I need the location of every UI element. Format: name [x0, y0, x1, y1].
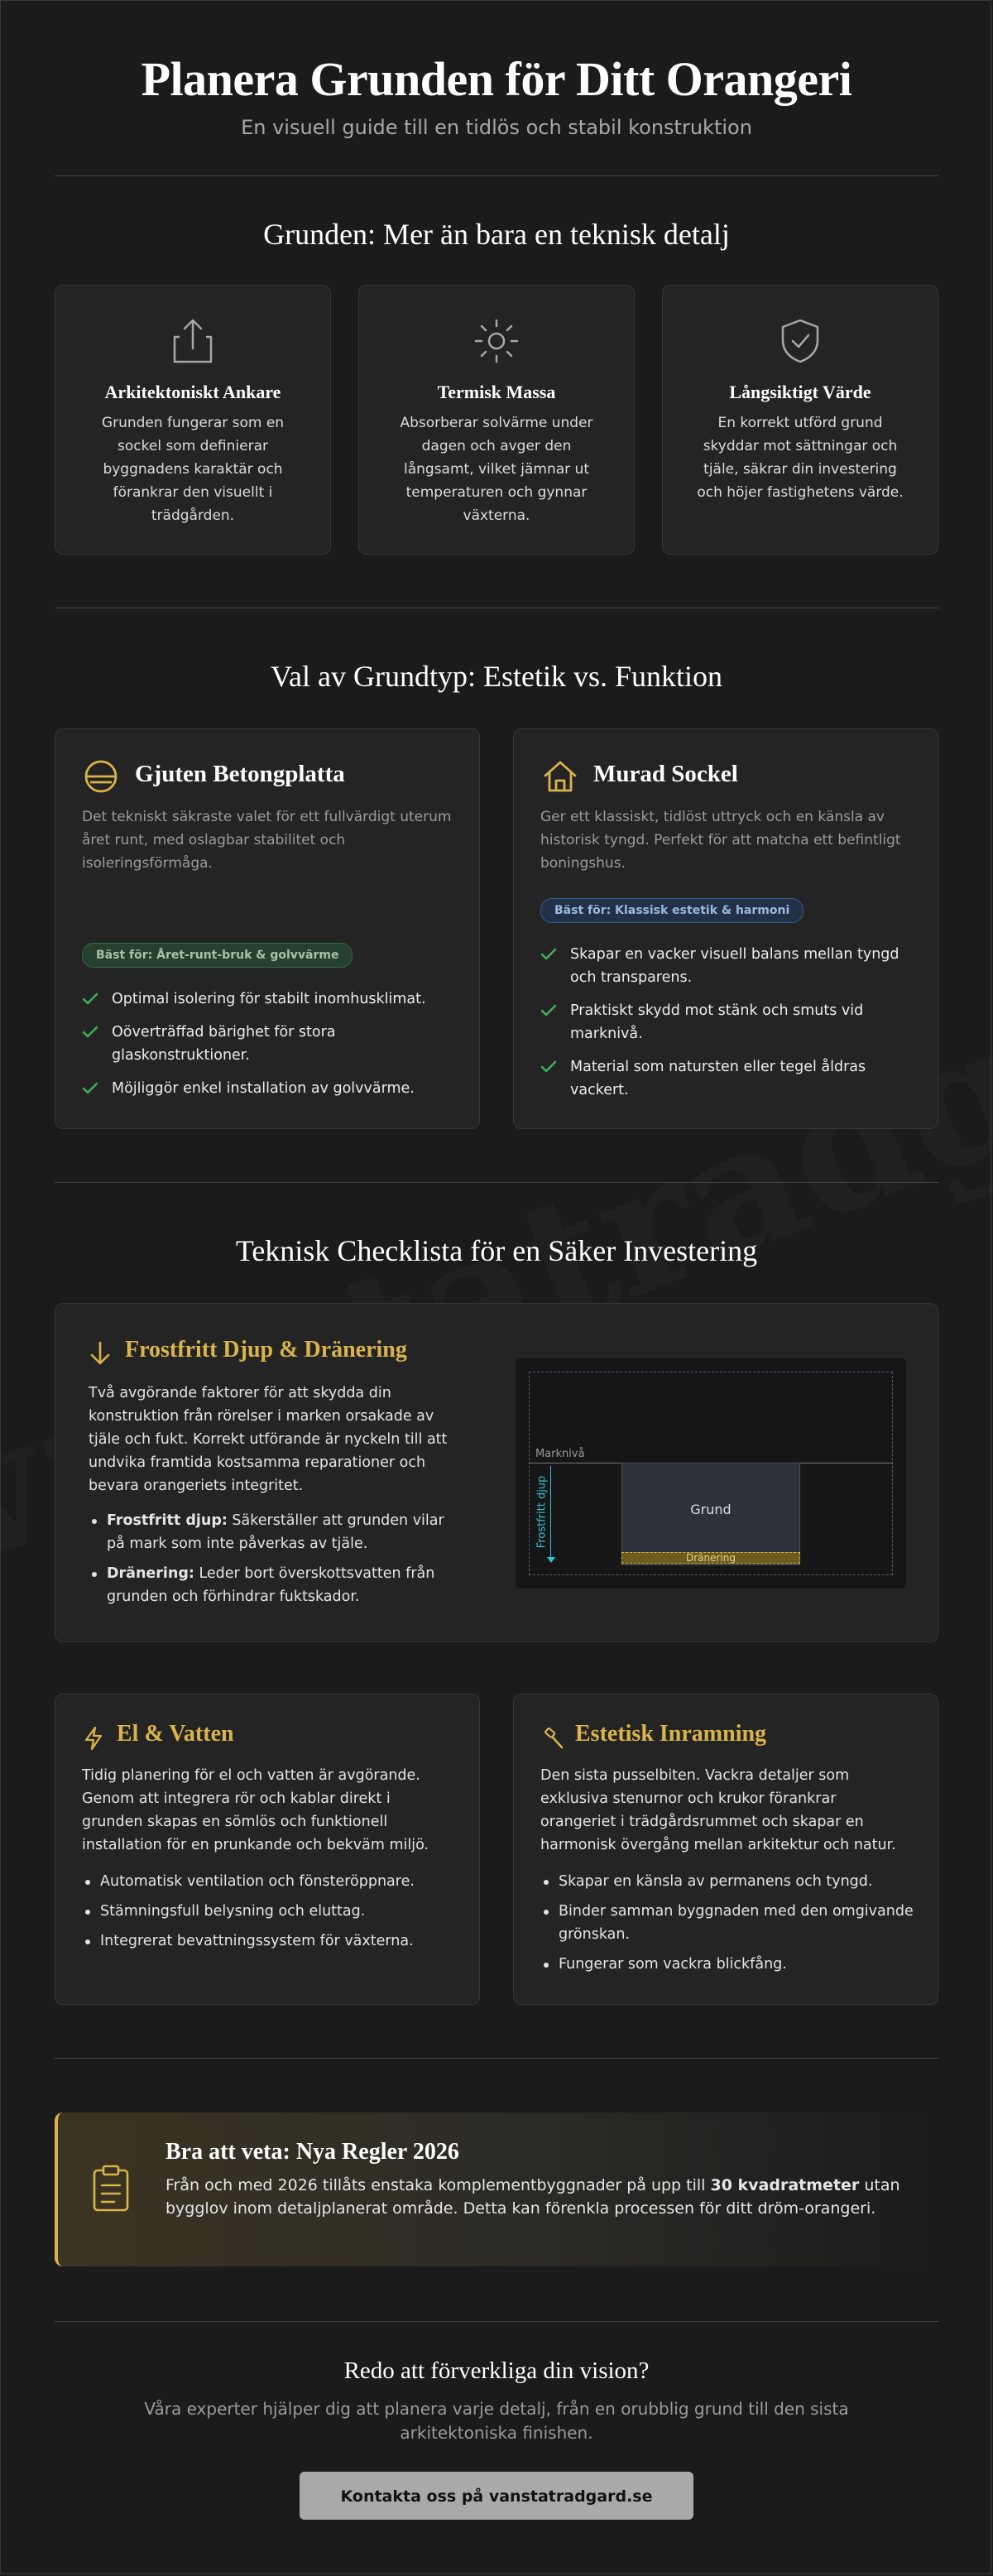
check-icon: [540, 1060, 557, 1074]
share-upload-icon: [171, 317, 214, 365]
foundation-diagram: [516, 1358, 906, 1588]
frost-text: Två avgörande faktorer för att skydda din konstruktion från rörelser i marken orsakade av tjäle och fukt. Korrekt utförande är nyckeln till att undvika framtida kostsamma reparationer och bevara orangeriets integritet.: [89, 1385, 448, 1494]
lightning-icon: [84, 1726, 103, 1751]
status-badge: Bäst för: Året-runt-bruk & golvvärme: [82, 943, 353, 968]
contact-button[interactable]: Kontakta oss på vanstatradgard.se: [300, 2472, 693, 2520]
el-bullets: [82, 1870, 463, 1959]
foundation-block: [621, 1463, 800, 1565]
feature-card: [358, 285, 635, 555]
depth-label: Frostfritt djup: [535, 1475, 549, 1549]
feature-text: En korrekt utförd grund skyddar mot sättningar och tjäle, säkrar din investering och höjer fastighetens värde.: [697, 415, 904, 501]
check-icon: [82, 1026, 98, 1039]
depth-line: [550, 1466, 551, 1560]
feature-title: Termisk Massa: [437, 382, 556, 402]
clipboard-icon: [89, 2164, 132, 2213]
shield-check-icon: [778, 317, 823, 365]
cta-title: Redo att förverkliga din vision?: [343, 2357, 650, 2384]
house-icon: [542, 759, 578, 794]
notice-title: Bra att veta: Nya Regler 2026: [166, 2139, 459, 2165]
drainage-bar: [621, 1552, 800, 1564]
type-title: Murad Sockel: [593, 761, 738, 787]
notice-box: [55, 2112, 938, 2266]
page-subtitle: En visuell guide till en tidlös och stabil konstruktion: [241, 116, 752, 139]
list-item: Automatisk ventilation och fönsteröppnare.: [82, 1870, 463, 1893]
list-item: Frostfritt djup: Säkerställer att grunden vilar på mark som inte påverkas av tjäle.: [89, 1509, 465, 1555]
list-item: Stämningsfull belysning och eluttag.: [82, 1900, 463, 1923]
frame-bullets: [540, 1870, 921, 1982]
depth-arrow-head: [547, 1557, 555, 1563]
ground-label: Marknivå: [535, 1448, 585, 1460]
slab-circle-icon: [84, 759, 118, 794]
list-item: Skapar en vacker visuell balans mellan tyngd och transparens.: [540, 943, 913, 989]
drainage-label: Dränering: [685, 1552, 736, 1564]
list-item: Skapar en känsla av permanens och tyngd.: [540, 1870, 921, 1893]
section-title-types: Val av Grundtyp: Estetik vs. Funktion: [271, 660, 722, 693]
feature-card: [662, 285, 938, 555]
arrow-down-icon: [89, 1340, 112, 1367]
status-badge: Bäst för: Klassisk estetik & harmoni: [540, 898, 804, 923]
feature-card: [55, 285, 331, 555]
page-title: Planera Grunden för Ditt Orangeri: [141, 52, 852, 106]
type-title: Gjuten Betongplatta: [135, 761, 345, 787]
frost-card: [55, 1303, 938, 1642]
section-title-checklist: Teknisk Checklista för en Säker Investering: [235, 1234, 758, 1267]
feature-title: Arkitektoniskt Ankare: [104, 382, 281, 402]
el-text: Tidig planering för el och vatten är avgörande. Genom att integrera rör och kablar direkt i grunden skapas en sömlös och funktionell installation för en prunkande och bekväm miljö.: [82, 1767, 429, 1853]
el-title: El & Vatten: [117, 1721, 234, 1747]
feature-title: Långsiktigt Värde: [729, 382, 871, 402]
foundation-label: Grund: [690, 1502, 732, 1517]
list-item: Binder samman byggnaden med den omgivande grönskan.: [540, 1900, 921, 1946]
feature-text: Absorberar solvärme under dagen och avger den långsamt, vilket jämnar ut temperaturen och gynnar växterna.: [400, 415, 593, 524]
frame-card: [513, 1694, 938, 2005]
divider: [55, 2058, 938, 2059]
type-card-masonry: [513, 728, 938, 1129]
check-icon: [540, 948, 557, 961]
list-item: Möjliggör enkel installation av golvvärme.: [82, 1077, 454, 1100]
divider: [55, 2321, 938, 2322]
list-item: Fungerar som vackra blickfång.: [540, 1953, 921, 1976]
type-points: [82, 988, 454, 1110]
type-points: [540, 943, 913, 1112]
divider: [55, 1182, 938, 1183]
list-item: Integrerat bevattningssystem för växterna.: [82, 1930, 463, 1953]
check-icon: [82, 992, 98, 1006]
el-card: [55, 1694, 480, 2005]
divider: [55, 175, 938, 176]
frame-title: Estetisk Inramning: [575, 1721, 767, 1747]
list-item: Optimal isolering för stabilt inomhusklimat.: [82, 988, 454, 1011]
list-item: Praktiskt skydd mot stänk och smuts vid marknivå.: [540, 999, 913, 1045]
frame-text: Den sista pusselbiten. Vackra detaljer som exklusiva stenurnor och krukor förankrar orangeriet i trädgårdsrummet och skapar en harmonisk övergång mellan arkitektur och natur.: [540, 1767, 896, 1853]
frost-title: Frostfritt Djup & Dränering: [125, 1337, 407, 1362]
type-description: Ger ett klassiskt, tidlöst uttryck och en känsla av historisk tyngd. Perfekt för att matcha ett befintligt boningshus.: [540, 809, 901, 872]
list-item: Oöverträffad bärighet för stora glaskonstruktioner.: [82, 1021, 454, 1067]
frost-bullets: [89, 1509, 465, 1615]
section-title-foundation: Grunden: Mer än bara en teknisk detalj: [263, 218, 730, 251]
check-icon: [540, 1004, 557, 1017]
check-icon: [82, 1082, 98, 1095]
brush-icon: [542, 1728, 565, 1751]
cta-text: Våra experter hjälper dig att planera varje detalj, från en orubblig grund till den sista arkitektoniska finishen.: [144, 2399, 849, 2443]
sun-icon: [473, 317, 520, 365]
type-description: Det tekniskt säkraste valet för ett fullvärdigt uterum året runt, med oslagbar stabilitet och isoleringsförmåga.: [82, 809, 452, 872]
type-card-concrete: [55, 728, 480, 1129]
list-item: Dränering: Leder bort överskottsvatten från grunden och förhindrar fuktskador.: [89, 1562, 465, 1608]
feature-text: Grunden fungerar som en sockel som definierar byggnadens karaktär och förankrar den visuellt i trädgården.: [101, 415, 285, 524]
notice-text: Från och med 2026 tillåts enstaka komplementbyggnader på upp till 30 kvadratmeter utan bygglov inom detaljplanerat område. Detta kan förenkla processen för ditt dröm-orangeri.: [166, 2176, 900, 2218]
list-item: Material som natursten eller tegel åldras vackert.: [540, 1055, 913, 1102]
